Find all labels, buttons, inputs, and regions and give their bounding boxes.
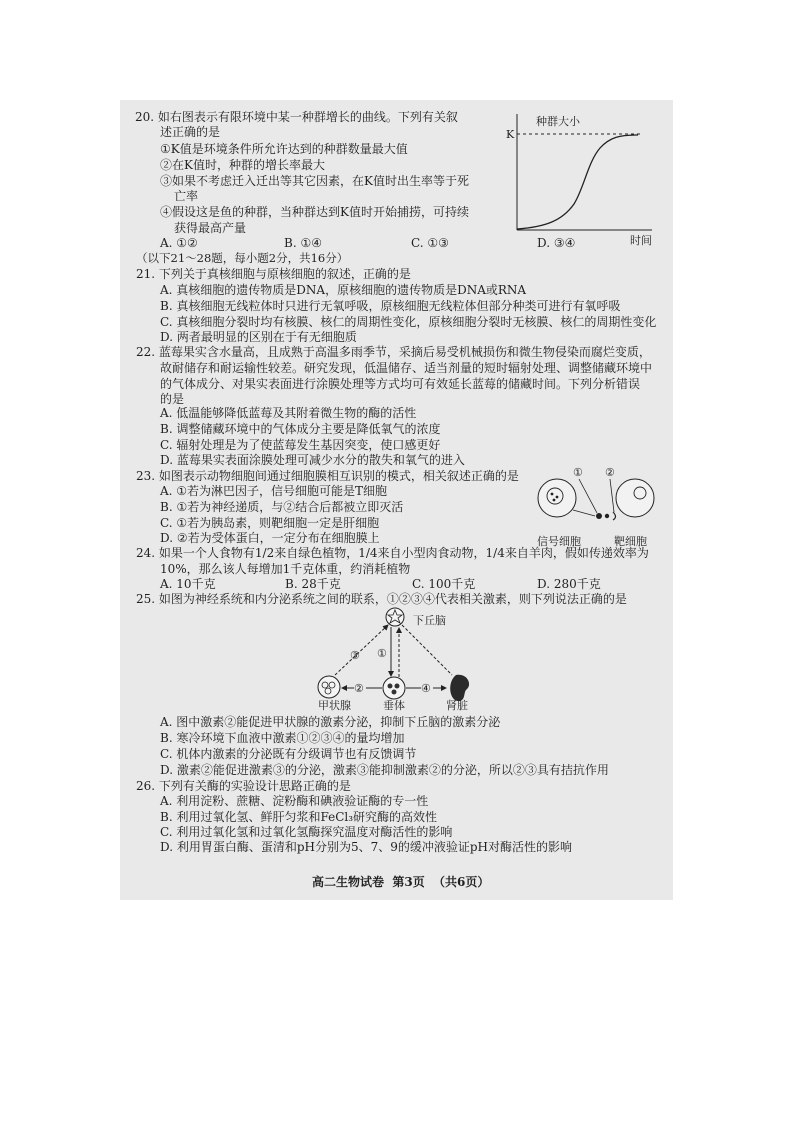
q24-option-c: C. 100千克	[412, 577, 476, 591]
q20-stem-line: 述正确的是	[160, 125, 221, 139]
q22-option-b: B. 调整储藏环境中的气体成分主要是降低氧气的浓度	[160, 422, 441, 436]
q26-option-d: D. 利用胃蛋白酶、蛋清和pH分别为5、7、9的缓冲液验证pH对酶活性的影响	[160, 840, 573, 854]
q23-option-d: D. ②若为受体蛋白，一定分布在细胞膜上	[160, 531, 380, 545]
q22-option-c: C. 辐射处理是为了使蓝莓发生基因突变，使口感更好	[160, 438, 441, 452]
q26-option-c: C. 利用过氧化氢和过氧化氢酶探究温度对酶活性的影响	[160, 825, 453, 839]
q21-option-b: B. 真核细胞无线粒体时只进行无氧呼吸，原核细胞无线粒体但部分种类可进行有氧呼吸	[160, 299, 621, 313]
q22-option-d: D. 蓝莓果实表面涂膜处理可减少水分的散失和氧气的进入	[160, 453, 465, 467]
q20-option-b: B. ①④	[284, 236, 322, 250]
q25-option-b: B. 寒冷环境下血液中激素①②③④的量均增加	[160, 731, 405, 745]
kidney-label: 肾脏	[446, 699, 468, 712]
hormone-1-label: ①	[377, 647, 387, 660]
q26-stem: 26. 下列有关酶的实验设计思路正确的是	[136, 779, 351, 793]
q21-stem: 21. 下列关于真核细胞与原核细胞的叙述，正确的是	[136, 267, 411, 281]
q24-option-d: D. 280千克	[537, 577, 601, 591]
page-footer: 高二生物试卷 第3页 （共6页）	[312, 875, 490, 889]
s-curve	[517, 135, 638, 229]
q22-stem-line: 的气体成分、对果实表面进行涂膜处理等方式均可有效延长蓝莓的储藏时间。下列分析错误	[160, 377, 641, 391]
q23-option-b: B. ①若为神经递质，与②结合后都被立即灭活	[160, 500, 404, 514]
q25-option-d: D. 激素②能促进激素③的分泌，激素③能抑制激素②的分泌，所以②③具有拮抗作用	[160, 763, 609, 777]
q26-option-b: B. 利用过氧化氢、鲜肝匀浆和FeCl₃研究酶的高效性	[160, 810, 438, 824]
q20-growth-curve-figure	[500, 106, 660, 248]
q20-option-c: C. ①③	[411, 236, 449, 250]
q20-stem-line: 20. 如右图表示有限环境中某一种群增长的曲线。下列有关叙	[135, 110, 458, 124]
q20-option-d: D. ③④	[537, 236, 576, 250]
receptor	[613, 512, 616, 520]
q25-option-a: A. 图中激素②能促进甲状腺的激素分泌，抑制下丘脑的激素分泌	[160, 715, 501, 729]
q20-statement: ②在K值时，种群的增长率最大	[160, 158, 325, 172]
kidney-icon	[450, 675, 469, 701]
q20-statement: 亡率	[174, 189, 199, 203]
k-label: K	[506, 128, 515, 141]
q24-option-a: A. 10千克	[160, 577, 216, 591]
q25-option-c: C. 机体内激素的分泌既有分级调节也有反馈调节	[160, 747, 417, 761]
marker-2: ②	[605, 466, 615, 479]
q20-statement: 获得最高产量	[174, 221, 247, 235]
q23-cell-recognition-figure	[525, 462, 660, 548]
q20-statement: ③如果不考虑迁入迁出等其它因素，在K值时出生率等于死	[160, 174, 469, 188]
q21-option-d: D. 两者最明显的区别在于有无细胞质	[160, 330, 357, 344]
hypothalamus-label: 下丘脑	[413, 614, 446, 627]
q21-option-a: A. 真核细胞的遗传物质是DNA，原核细胞的遗传物质是DNA或RNA	[160, 283, 527, 297]
q22-option-a: A. 低温能够降低蓝莓及其附着微生物的酶的活性	[160, 406, 417, 420]
signal-molecule	[596, 513, 602, 519]
target-cell-shape	[616, 479, 654, 517]
q24-stem-line: 24. 如果一个人食物有1/2来自绿色植物，1/4来自小型肉食动物，1/4来自羊肉，假如传递效率为	[136, 546, 649, 560]
q20-statement: ①K值是环境条件所允许达到的种群数量最大值	[160, 142, 408, 156]
q20-statement: ④假设这是鱼的种群，当种群达到K值时开始捕捞，可持续	[160, 205, 469, 219]
q23-stem: 23. 如图表示动物细胞间通过细胞膜相互识别的模式，相关叙述正确的是	[136, 469, 519, 483]
q25-stem: 25. 如图为神经系统和内分泌系统之间的联系，①②③④代表相关激素，则下列说法正确的是	[136, 592, 627, 606]
target-cell-label: 靶细胞	[614, 535, 647, 548]
y-axis-label: 种群大小	[536, 115, 580, 128]
q20-option-a: A. ①②	[160, 236, 198, 250]
q23-option-a: A. ①若为淋巴因子，信号细胞可能是T细胞	[160, 484, 388, 498]
thyroid-icon	[318, 676, 340, 698]
q22-stem-line: 22. 蓝莓果实含水量高，且成熟于高温多雨季节，采摘后易受机械损伤和微生物侵染而腐烂变质，	[136, 345, 651, 359]
hormone-3-label: ③	[350, 649, 360, 662]
q21-option-c: C. 真核细胞分裂时均有核膜、核仁的周期性变化，原核细胞分裂时无核膜、核仁的周期性变化	[160, 315, 657, 329]
pituitary-label: 垂体	[383, 699, 405, 712]
section-note: （以下21～28题，每小题2分，共16分）	[136, 251, 349, 265]
q22-stem-line: 的是	[160, 392, 185, 406]
q24-stem-line: 10%，那么该人每增加1千克体重，约消耗植物	[160, 562, 411, 576]
q25-endocrine-diagram	[310, 603, 490, 713]
hormone-2-label: ②	[354, 682, 364, 695]
q22-stem-line: 故耐储存和耐运输性较差。研究发现，低温储存、适当剂量的短时辐射处理、调整储藏环境中	[160, 361, 653, 375]
signal-cell-label: 信号细胞	[537, 535, 581, 548]
q24-option-b: B. 28千克	[285, 577, 341, 591]
marker-1: ①	[573, 466, 583, 479]
q26-option-a: A. 利用淀粉、蔗糖、淀粉酶和碘液验证酶的专一性	[160, 794, 429, 808]
thyroid-label: 甲状腺	[318, 699, 351, 712]
pituitary-icon	[383, 677, 405, 699]
q23-option-c: C. ①若为胰岛素，则靶细胞一定是肝细胞	[160, 516, 380, 530]
hormone-4-label: ④	[421, 682, 431, 695]
x-axis-label: 时间	[630, 234, 652, 247]
